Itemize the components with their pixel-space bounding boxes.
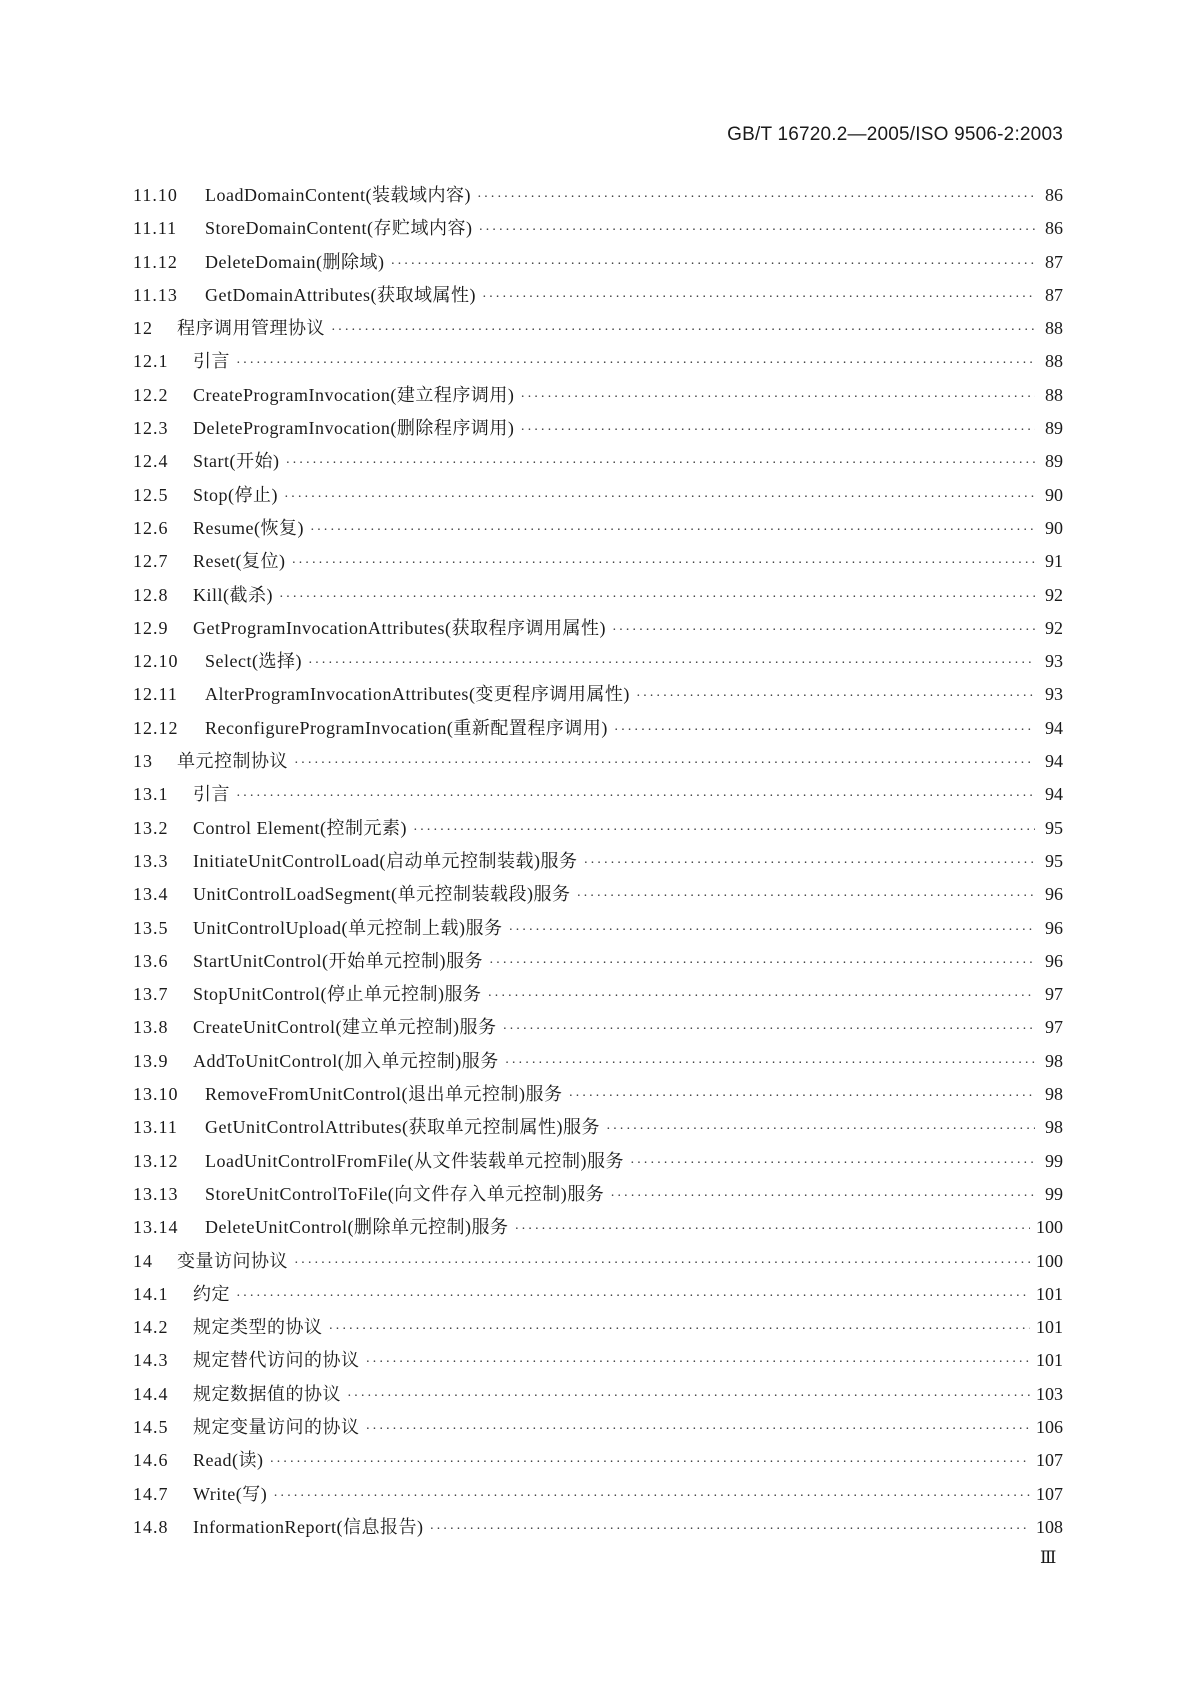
section-number: 12.8 — [133, 584, 169, 605]
dot-leader — [514, 1222, 1030, 1238]
toc-entry[interactable] — [133, 1047, 1063, 1080]
page-ref: 98 — [1045, 1084, 1063, 1105]
page-ref: 96 — [1045, 884, 1063, 905]
dot-leader — [294, 756, 1035, 772]
page-ref: 101 — [1036, 1283, 1063, 1304]
page-ref: 94 — [1045, 717, 1063, 738]
dot-leader — [331, 323, 1035, 339]
section-number: 12.5 — [133, 484, 169, 505]
section-title: StopUnitControl(停止单元控制)服务 — [193, 984, 482, 1005]
section-title: Resume(恢复) — [193, 517, 304, 538]
section-title: LoadUnitControlFromFile(从文件装载单元控制)服务 — [205, 1150, 624, 1171]
toc-entry[interactable] — [133, 1147, 1063, 1180]
section-title: InformationReport(信息报告) — [193, 1516, 424, 1537]
toc-entry[interactable] — [133, 947, 1063, 980]
page-ref: 89 — [1045, 418, 1063, 439]
dot-leader — [366, 1422, 1031, 1438]
dot-leader — [291, 556, 1035, 572]
section-number: 14.2 — [133, 1317, 169, 1338]
dot-leader — [477, 190, 1035, 206]
page-ref: 94 — [1045, 751, 1063, 772]
section-title: CreateProgramInvocation(建立程序调用) — [193, 384, 515, 405]
section-number: 13.12 — [133, 1150, 179, 1171]
section-number: 14.5 — [133, 1416, 169, 1437]
section-title: Stop(停止) — [193, 484, 278, 505]
table-of-contents — [133, 181, 1063, 1546]
toc-entry[interactable] — [133, 1380, 1063, 1413]
dot-leader — [284, 490, 1035, 506]
section-number: 12.7 — [133, 551, 169, 572]
page-ref: 89 — [1045, 451, 1063, 472]
toc-entry[interactable] — [133, 547, 1063, 580]
page-ref: 92 — [1045, 584, 1063, 605]
section-number: 13.13 — [133, 1183, 179, 1204]
section-title: Reset(复位) — [193, 551, 286, 572]
page-ref: 95 — [1045, 817, 1063, 838]
section-number: 13.2 — [133, 817, 169, 838]
dot-leader — [478, 223, 1035, 239]
dot-leader — [329, 1322, 1031, 1338]
dot-leader — [606, 1122, 1035, 1138]
section-number: 13.7 — [133, 984, 169, 1005]
toc-entry[interactable] — [133, 1413, 1063, 1446]
toc-entry[interactable] — [133, 1247, 1063, 1280]
toc-entry[interactable] — [133, 1113, 1063, 1146]
toc-entry[interactable] — [133, 647, 1063, 680]
section-title: StoreUnitControlToFile(向文件存入单元控制)服务 — [205, 1183, 605, 1204]
toc-entry[interactable] — [133, 281, 1063, 314]
dot-leader — [482, 290, 1035, 306]
section-number: 14.4 — [133, 1383, 169, 1404]
section-number: 14.8 — [133, 1516, 169, 1537]
section-number: 14.3 — [133, 1350, 169, 1371]
dot-leader — [576, 889, 1035, 905]
page-ref: 86 — [1045, 218, 1063, 239]
page-number: Ⅲ — [1040, 1548, 1057, 1568]
toc-entry[interactable] — [133, 181, 1063, 214]
section-title: DeleteDomain(删除域) — [205, 251, 385, 272]
dot-leader — [236, 1289, 1030, 1305]
toc-entry[interactable] — [133, 314, 1063, 347]
toc-entry[interactable] — [133, 1180, 1063, 1213]
section-number: 12.9 — [133, 617, 169, 638]
toc-entry[interactable] — [133, 514, 1063, 547]
section-title: Control Element(控制元素) — [193, 817, 407, 838]
toc-entry[interactable] — [133, 614, 1063, 647]
section-title: Kill(截杀) — [193, 584, 273, 605]
dot-leader — [390, 257, 1035, 273]
section-number: 12.2 — [133, 384, 169, 405]
dot-leader — [636, 689, 1035, 705]
toc-entry[interactable] — [133, 980, 1063, 1013]
dot-leader — [568, 1089, 1035, 1105]
dot-leader — [520, 423, 1035, 439]
section-number: 14.7 — [133, 1483, 169, 1504]
toc-entry[interactable] — [133, 714, 1063, 747]
section-number: 14.6 — [133, 1450, 169, 1471]
toc-entry[interactable] — [133, 447, 1063, 480]
section-title: DeleteProgramInvocation(删除程序调用) — [193, 418, 515, 439]
section-number: 12.4 — [133, 451, 169, 472]
page-ref: 91 — [1045, 551, 1063, 572]
section-number: 11.11 — [133, 218, 178, 239]
page-ref: 97 — [1045, 1017, 1063, 1038]
toc-entry[interactable] — [133, 1080, 1063, 1113]
toc-entry[interactable] — [133, 680, 1063, 713]
section-title: Select(选择) — [205, 651, 302, 672]
section-number: 13.1 — [133, 784, 169, 805]
page-ref: 98 — [1045, 1117, 1063, 1138]
toc-entry[interactable] — [133, 1013, 1063, 1046]
page-ref: 96 — [1045, 950, 1063, 971]
section-title: Read(读) — [193, 1450, 264, 1471]
section-title: 引言 — [193, 351, 230, 372]
page-ref: 87 — [1045, 251, 1063, 272]
page-ref: 101 — [1036, 1350, 1063, 1371]
page-ref: 100 — [1036, 1217, 1063, 1238]
section-title: AddToUnitControl(加入单元控制)服务 — [193, 1050, 499, 1071]
page-ref: 90 — [1045, 484, 1063, 505]
section-number: 11.13 — [133, 284, 178, 305]
section-title: StoreDomainContent(存贮域内容) — [205, 218, 473, 239]
section-title: 规定替代访问的协议 — [193, 1350, 360, 1371]
section-number: 13.8 — [133, 1017, 169, 1038]
section-number: 13 — [133, 751, 153, 772]
toc-entry[interactable] — [133, 780, 1063, 813]
section-title: RemoveFromUnitControl(退出单元控制)服务 — [205, 1084, 563, 1105]
toc-entry[interactable] — [133, 1213, 1063, 1246]
page-ref: 97 — [1045, 984, 1063, 1005]
dot-leader — [610, 1189, 1035, 1205]
section-title: ReconfigureProgramInvocation(重新配置程序调用) — [205, 717, 608, 738]
dot-leader — [236, 789, 1035, 805]
section-title: UnitControlLoadSegment(单元控制装载段)服务 — [193, 884, 571, 905]
section-number: 12.10 — [133, 651, 179, 672]
section-title: AlterProgramInvocationAttributes(变更程序调用属性) — [205, 684, 630, 705]
section-number: 13.3 — [133, 850, 169, 871]
page-ref: 95 — [1045, 850, 1063, 871]
toc-entry[interactable] — [133, 414, 1063, 447]
section-number: 13.11 — [133, 1117, 178, 1138]
page-ref: 108 — [1036, 1516, 1063, 1537]
toc-entry[interactable] — [133, 1346, 1063, 1379]
section-number: 12 — [133, 318, 153, 339]
section-title: 规定变量访问的协议 — [193, 1416, 360, 1437]
section-title: 规定类型的协议 — [193, 1317, 323, 1338]
dot-leader — [279, 590, 1035, 606]
section-title: DeleteUnitControl(删除单元控制)服务 — [205, 1217, 509, 1238]
page-ref: 92 — [1045, 617, 1063, 638]
dot-leader — [505, 1056, 1035, 1072]
dot-leader — [489, 956, 1035, 972]
section-title: Write(写) — [193, 1483, 268, 1504]
dot-leader — [273, 1489, 1030, 1505]
dot-leader — [308, 656, 1035, 672]
toc-entry[interactable] — [133, 381, 1063, 414]
section-title: 约定 — [193, 1283, 230, 1304]
page-ref: 90 — [1045, 517, 1063, 538]
toc-entry[interactable] — [133, 1280, 1063, 1313]
section-title: Start(开始) — [193, 451, 280, 472]
section-number: 12.6 — [133, 517, 169, 538]
dot-leader — [413, 823, 1035, 839]
page-ref: 88 — [1045, 351, 1063, 372]
dot-leader — [310, 523, 1035, 539]
toc-entry[interactable] — [133, 814, 1063, 847]
page-ref: 93 — [1045, 684, 1063, 705]
section-title: StartUnitControl(开始单元控制)服务 — [193, 950, 483, 971]
page-ref: 106 — [1036, 1416, 1063, 1437]
page-ref: 94 — [1045, 784, 1063, 805]
dot-leader — [294, 1256, 1030, 1272]
section-title: 引言 — [193, 784, 230, 805]
toc-entry[interactable] — [133, 847, 1063, 880]
section-number: 14 — [133, 1250, 153, 1271]
section-number: 13.5 — [133, 917, 169, 938]
section-title: GetDomainAttributes(获取域属性) — [205, 284, 476, 305]
dot-leader — [520, 390, 1035, 406]
section-number: 13.4 — [133, 884, 169, 905]
toc-entry[interactable] — [133, 1446, 1063, 1479]
toc-entry[interactable] — [133, 1513, 1063, 1546]
page-ref: 93 — [1045, 651, 1063, 672]
page-ref: 99 — [1045, 1150, 1063, 1171]
section-number: 12.1 — [133, 351, 169, 372]
toc-entry[interactable] — [133, 214, 1063, 247]
toc-entry[interactable] — [133, 1480, 1063, 1513]
page-ref: 87 — [1045, 284, 1063, 305]
dot-leader — [269, 1455, 1030, 1471]
section-title: 规定数据值的协议 — [193, 1383, 341, 1404]
section-number: 13.14 — [133, 1217, 179, 1238]
toc-entry[interactable] — [133, 1313, 1063, 1346]
section-number: 13.10 — [133, 1084, 179, 1105]
dot-leader — [583, 856, 1035, 872]
toc-entry[interactable] — [133, 481, 1063, 514]
section-number: 13.9 — [133, 1050, 169, 1071]
standard-header: GB/T 16720.2—2005/ISO 9506-2:2003 — [727, 124, 1063, 145]
dot-leader — [508, 923, 1035, 939]
page-ref: 100 — [1036, 1250, 1063, 1271]
dot-leader — [488, 989, 1035, 1005]
section-number: 11.10 — [133, 185, 178, 205]
section-number: 12.11 — [133, 684, 178, 705]
page-ref: 88 — [1045, 318, 1063, 339]
dot-leader — [630, 1156, 1035, 1172]
toc-entry[interactable] — [133, 248, 1063, 281]
dot-leader — [502, 1022, 1035, 1038]
dot-leader — [612, 623, 1035, 639]
page-ref: 86 — [1045, 185, 1063, 205]
dot-leader — [347, 1389, 1030, 1405]
dot-leader — [614, 723, 1035, 739]
toc-entry[interactable] — [133, 581, 1063, 614]
dot-leader — [429, 1522, 1030, 1538]
section-title: 单元控制协议 — [177, 751, 288, 772]
page-ref: 88 — [1045, 384, 1063, 405]
dot-leader — [366, 1355, 1031, 1371]
page-ref: 101 — [1036, 1317, 1063, 1338]
section-number: 14.1 — [133, 1283, 169, 1304]
toc-entry[interactable] — [133, 914, 1063, 947]
section-number: 12.3 — [133, 418, 169, 439]
section-title: InitiateUnitControlLoad(启动单元控制装载)服务 — [193, 850, 578, 871]
section-title: 程序调用管理协议 — [177, 318, 325, 339]
section-title: 变量访问协议 — [177, 1250, 288, 1271]
toc-entry[interactable] — [133, 880, 1063, 913]
page-ref: 98 — [1045, 1050, 1063, 1071]
section-title: GetProgramInvocationAttributes(获取程序调用属性) — [193, 617, 606, 638]
page-ref: 99 — [1045, 1183, 1063, 1204]
dot-leader — [236, 356, 1035, 372]
toc-entry[interactable] — [133, 347, 1063, 380]
toc-entry[interactable] — [133, 747, 1063, 780]
section-number: 12.12 — [133, 717, 179, 738]
section-title: GetUnitControlAttributes(获取单元控制属性)服务 — [205, 1117, 600, 1138]
page-ref: 107 — [1036, 1483, 1063, 1504]
dot-leader — [285, 456, 1035, 472]
page-ref: 96 — [1045, 917, 1063, 938]
section-number: 11.12 — [133, 251, 178, 272]
section-number: 13.6 — [133, 950, 169, 971]
page-ref: 103 — [1036, 1383, 1063, 1404]
page-ref: 107 — [1036, 1450, 1063, 1471]
section-title: CreateUnitControl(建立单元控制)服务 — [193, 1017, 497, 1038]
section-title: UnitControlUpload(单元控制上载)服务 — [193, 917, 503, 938]
section-title: LoadDomainContent(装载域内容) — [205, 185, 471, 205]
